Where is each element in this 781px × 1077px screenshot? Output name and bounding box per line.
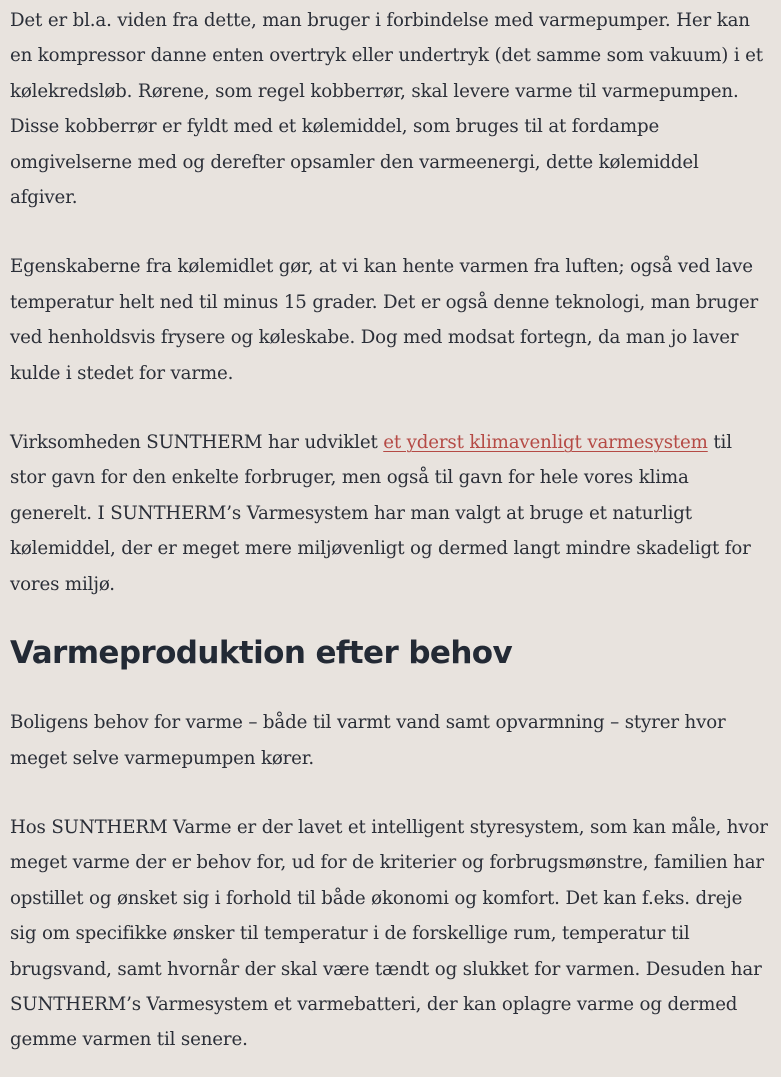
paragraph-heat-pump-basics: Det er bl.a. viden fra dette, man bruger i forbindelse med varmepumper. Her kan en kompressor danne enten overtryk eller undertryk (det samme som vakuum) i et kølekredsløb. Rørene, som regel kobberrør, skal levere varme til varmepumpen. Disse kobberrør er fyldt med et kølemiddel, som bruges til at fordampe omgivelserne med og derefter opsamler den varmeenergi, dette kølemiddel afgiver. [10,10,763,209]
paragraph-control-system: Hos SUNTHERM Varme er der lavet et intelligent styresystem, som kan måle, hvor meget varme der er behov for, ud for de kriterier og forbrugsmønstre, familien har opstillet og ønsket sig i forhold til både økonomi og komfort. Det kan f.eks. dreje sig om specifikke ønsker til temperatur i de forskellige rum, temperatur til brugsvand, samt hvornår der skal være tændt og slukket for varmen. Desuden har SUNTHERM’s Varmesystem et varmebatteri, der kan oplagre varme og dermed gemme varmen til senere. [10,816,768,1051]
paragraph-text-after-link: til stor gavn for den enkelte forbruger, men også til gavn for hele vores klima generelt. I SUNTHERM’s Varmesystem har man valgt at bruge et naturligt kølemiddel, der er meget mere miljøvenligt og dermed langt mindre skadeligt for vores miljø. [10,432,751,595]
paragraph-heating-demand: Boligens behov for varme – både til varmt vand samt opvarmning – styrer hvor meget selve varmepumpen kører. [10,712,726,769]
climate-friendly-heating-link[interactable]: et yderst klimavenligt varmesystem [383,432,708,454]
paragraph-text-before-link: Virksomheden SUNTHERM har udviklet [10,432,384,454]
paragraph-suntherm-system [10,425,769,602]
section-heading: Varmeproduktion efter behov [10,635,513,672]
paragraph-refrigerant-properties: Egenskaberne fra kølemidlet gør, at vi kan hente varmen fra luften; også ved lave temperatur helt ned til minus 15 grader. Det er også denne teknologi, man bruger ved henholdsvis frysere og køleskabe. Dog med modsat fortegn, da man jo laver kulde i stedet for varme. [10,256,759,384]
